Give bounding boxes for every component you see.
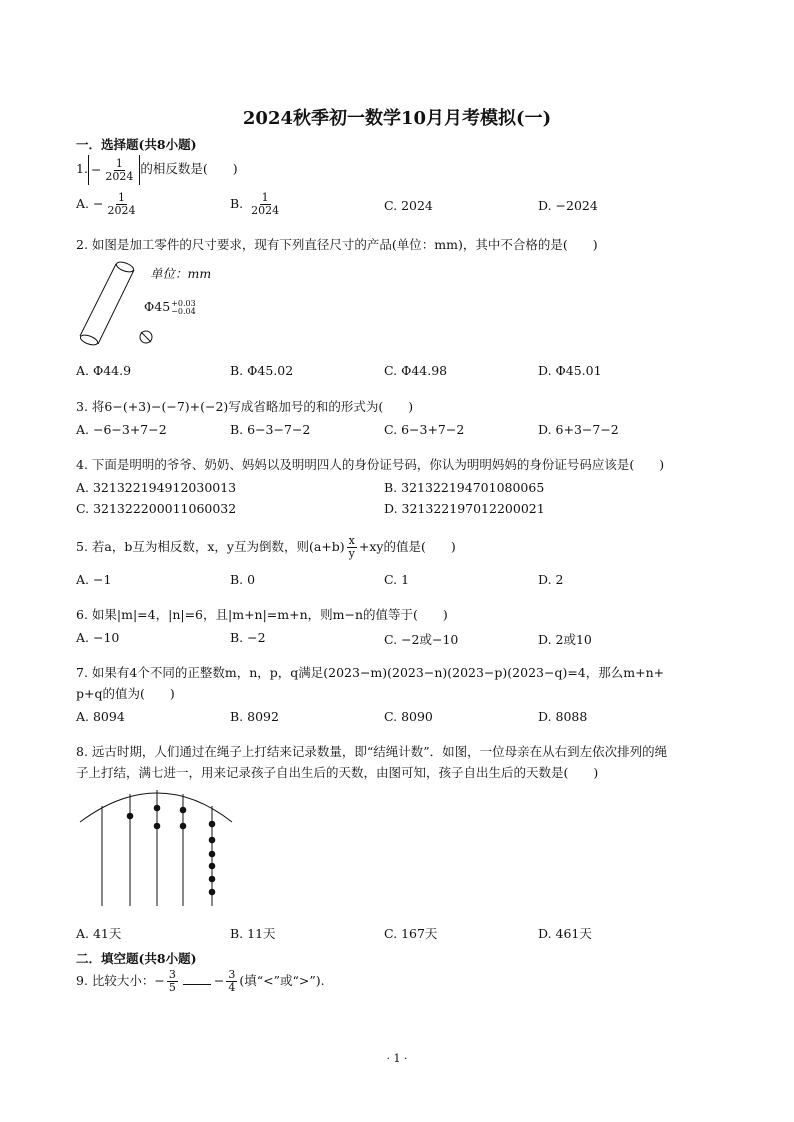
q4-option-d: D. 321322197012200021	[384, 501, 545, 516]
page-number: · 1 ·	[386, 1052, 408, 1065]
question-9: 9. 比较大小：− $\frac{3}{5}$ − $\frac{3}{4}$ (填“<”或“>”).	[76, 968, 325, 994]
question-7-line-2: p+q的值为( )	[76, 686, 175, 701]
q6-option-b: B. −2	[230, 630, 266, 645]
question-7-line-1: 7. 如果有4个不同的正整数m，n，p，q满足(2023−m)(2023−n)(2023−p)(2023−q)=4，那么m+n+	[76, 665, 665, 680]
q8-option-a: A. 41天	[76, 926, 122, 941]
section-heading-choice: 一．选择题(共8小题)	[76, 137, 197, 152]
q5-option-b: B. 0	[230, 572, 256, 587]
q2-unit-label: 单位：mm	[150, 266, 212, 281]
q9-answer-blank[interactable]	[183, 984, 211, 985]
knotted-rope-figure	[78, 788, 238, 910]
q6-option-d: D. 2或10	[538, 632, 592, 647]
q2-tolerance: +0.03 −0.04	[171, 298, 196, 316]
q5-option-c: C. 1	[384, 572, 410, 587]
q3-option-c: C. 6−3+7−2	[384, 422, 465, 437]
q1-b-fraction: $\frac{1}{2024}$	[251, 191, 280, 217]
q1-option-d: D. −2024	[538, 198, 598, 213]
question-1	[76, 152, 238, 186]
q5-fraction: $\frac{x}{y}$	[348, 534, 355, 560]
q1-stem: 的相反数是( )	[140, 161, 238, 176]
q4-option-a: A. 321322194912030013	[76, 480, 237, 495]
question-8-line-1: 8. 远古时期，人们通过在绳子上打结来记录数量，即“结绳计数”．如图，一位母亲在从右到左依次排列的绳	[76, 744, 668, 759]
q6-option-a: A. −10	[76, 630, 120, 645]
q7-option-a: A. 8094	[76, 709, 125, 724]
question-5: 5. 若a，b互为相反数，x，y互为倒数，则(a+b) $\frac{x}{y}$ +xy的值是( )	[76, 534, 456, 560]
q3-option-a: A. −6−3+7−2	[76, 422, 167, 437]
q5-option-d: D. 2	[538, 572, 564, 587]
q6-option-c: C. −2或−10	[384, 632, 459, 647]
q8-option-c: C. 167天	[384, 926, 438, 941]
question-8-line-2: 子上打结，满七进一，用来记录孩子自出生后的天数，由图可知，孩子自出生后的天数是( )	[76, 765, 599, 780]
q7-option-c: C. 8090	[384, 709, 433, 724]
q1-option-c: C. 2024	[384, 198, 433, 213]
rope-knots	[127, 805, 216, 896]
q9-fraction-1: $\frac{3}{5}$	[168, 968, 176, 994]
q5-option-a: A. −1	[76, 572, 112, 587]
question-3: 3. 将6−(+3)−(−7)+(−2)写成省略加号的和的形式为( )	[76, 399, 414, 414]
q2-option-d: D. Φ45.01	[538, 363, 602, 378]
q1-fraction: $\frac{1}{2024}$	[105, 156, 134, 183]
q2-option-b: B. Φ45.02	[230, 363, 294, 378]
q4-option-c: C. 321322200011060032	[76, 501, 237, 516]
q9-fraction-2: $\frac{3}{4}$	[228, 968, 236, 994]
q8-option-b: B. 11天	[230, 926, 276, 941]
question-2: 2. 如图是加工零件的尺寸要求，现有下列直径尺寸的产品(单位：mm)，其中不合格的是( )	[76, 237, 598, 252]
q1-absolute-value: − $\frac{1}{2024}$	[88, 155, 140, 185]
q2-dimension: Φ45 +0.03 −0.04	[144, 298, 196, 316]
q7-option-b: B. 8092	[230, 709, 279, 724]
q1-option-a: A. − $\frac{1}{2024}$	[76, 191, 136, 217]
q3-option-d: D. 6+3−7−2	[538, 422, 619, 437]
q7-option-d: D. 8088	[538, 709, 588, 724]
q4-option-b: B. 321322194701080065	[384, 480, 545, 495]
q8-option-d: D. 461天	[538, 926, 592, 941]
section-heading-fill: 二．填空题(共8小题)	[76, 951, 197, 966]
question-4: 4. 下面是明明的爷爷、奶奶、妈妈以及明明四人的身份证号码，你认为明明妈妈的身份证号码应该是( )	[76, 457, 665, 472]
q1-option-b: B. $\frac{1}{2024}$	[230, 191, 280, 217]
q1-a-fraction: $\frac{1}{2024}$	[107, 191, 136, 217]
q3-option-b: B. 6−3−7−2	[230, 422, 311, 437]
page-title: 2024秋季初一数学10月月考模拟(一)	[242, 108, 552, 129]
question-6: 6. 如果|m|=4，|n|=6，且|m+n|=m+n，则m−n的值等于( )	[76, 607, 448, 622]
q1-number: 1.	[76, 161, 88, 176]
q2-option-a: A. Φ44.9	[76, 363, 132, 378]
q2-option-c: C. Φ44.98	[384, 363, 448, 378]
